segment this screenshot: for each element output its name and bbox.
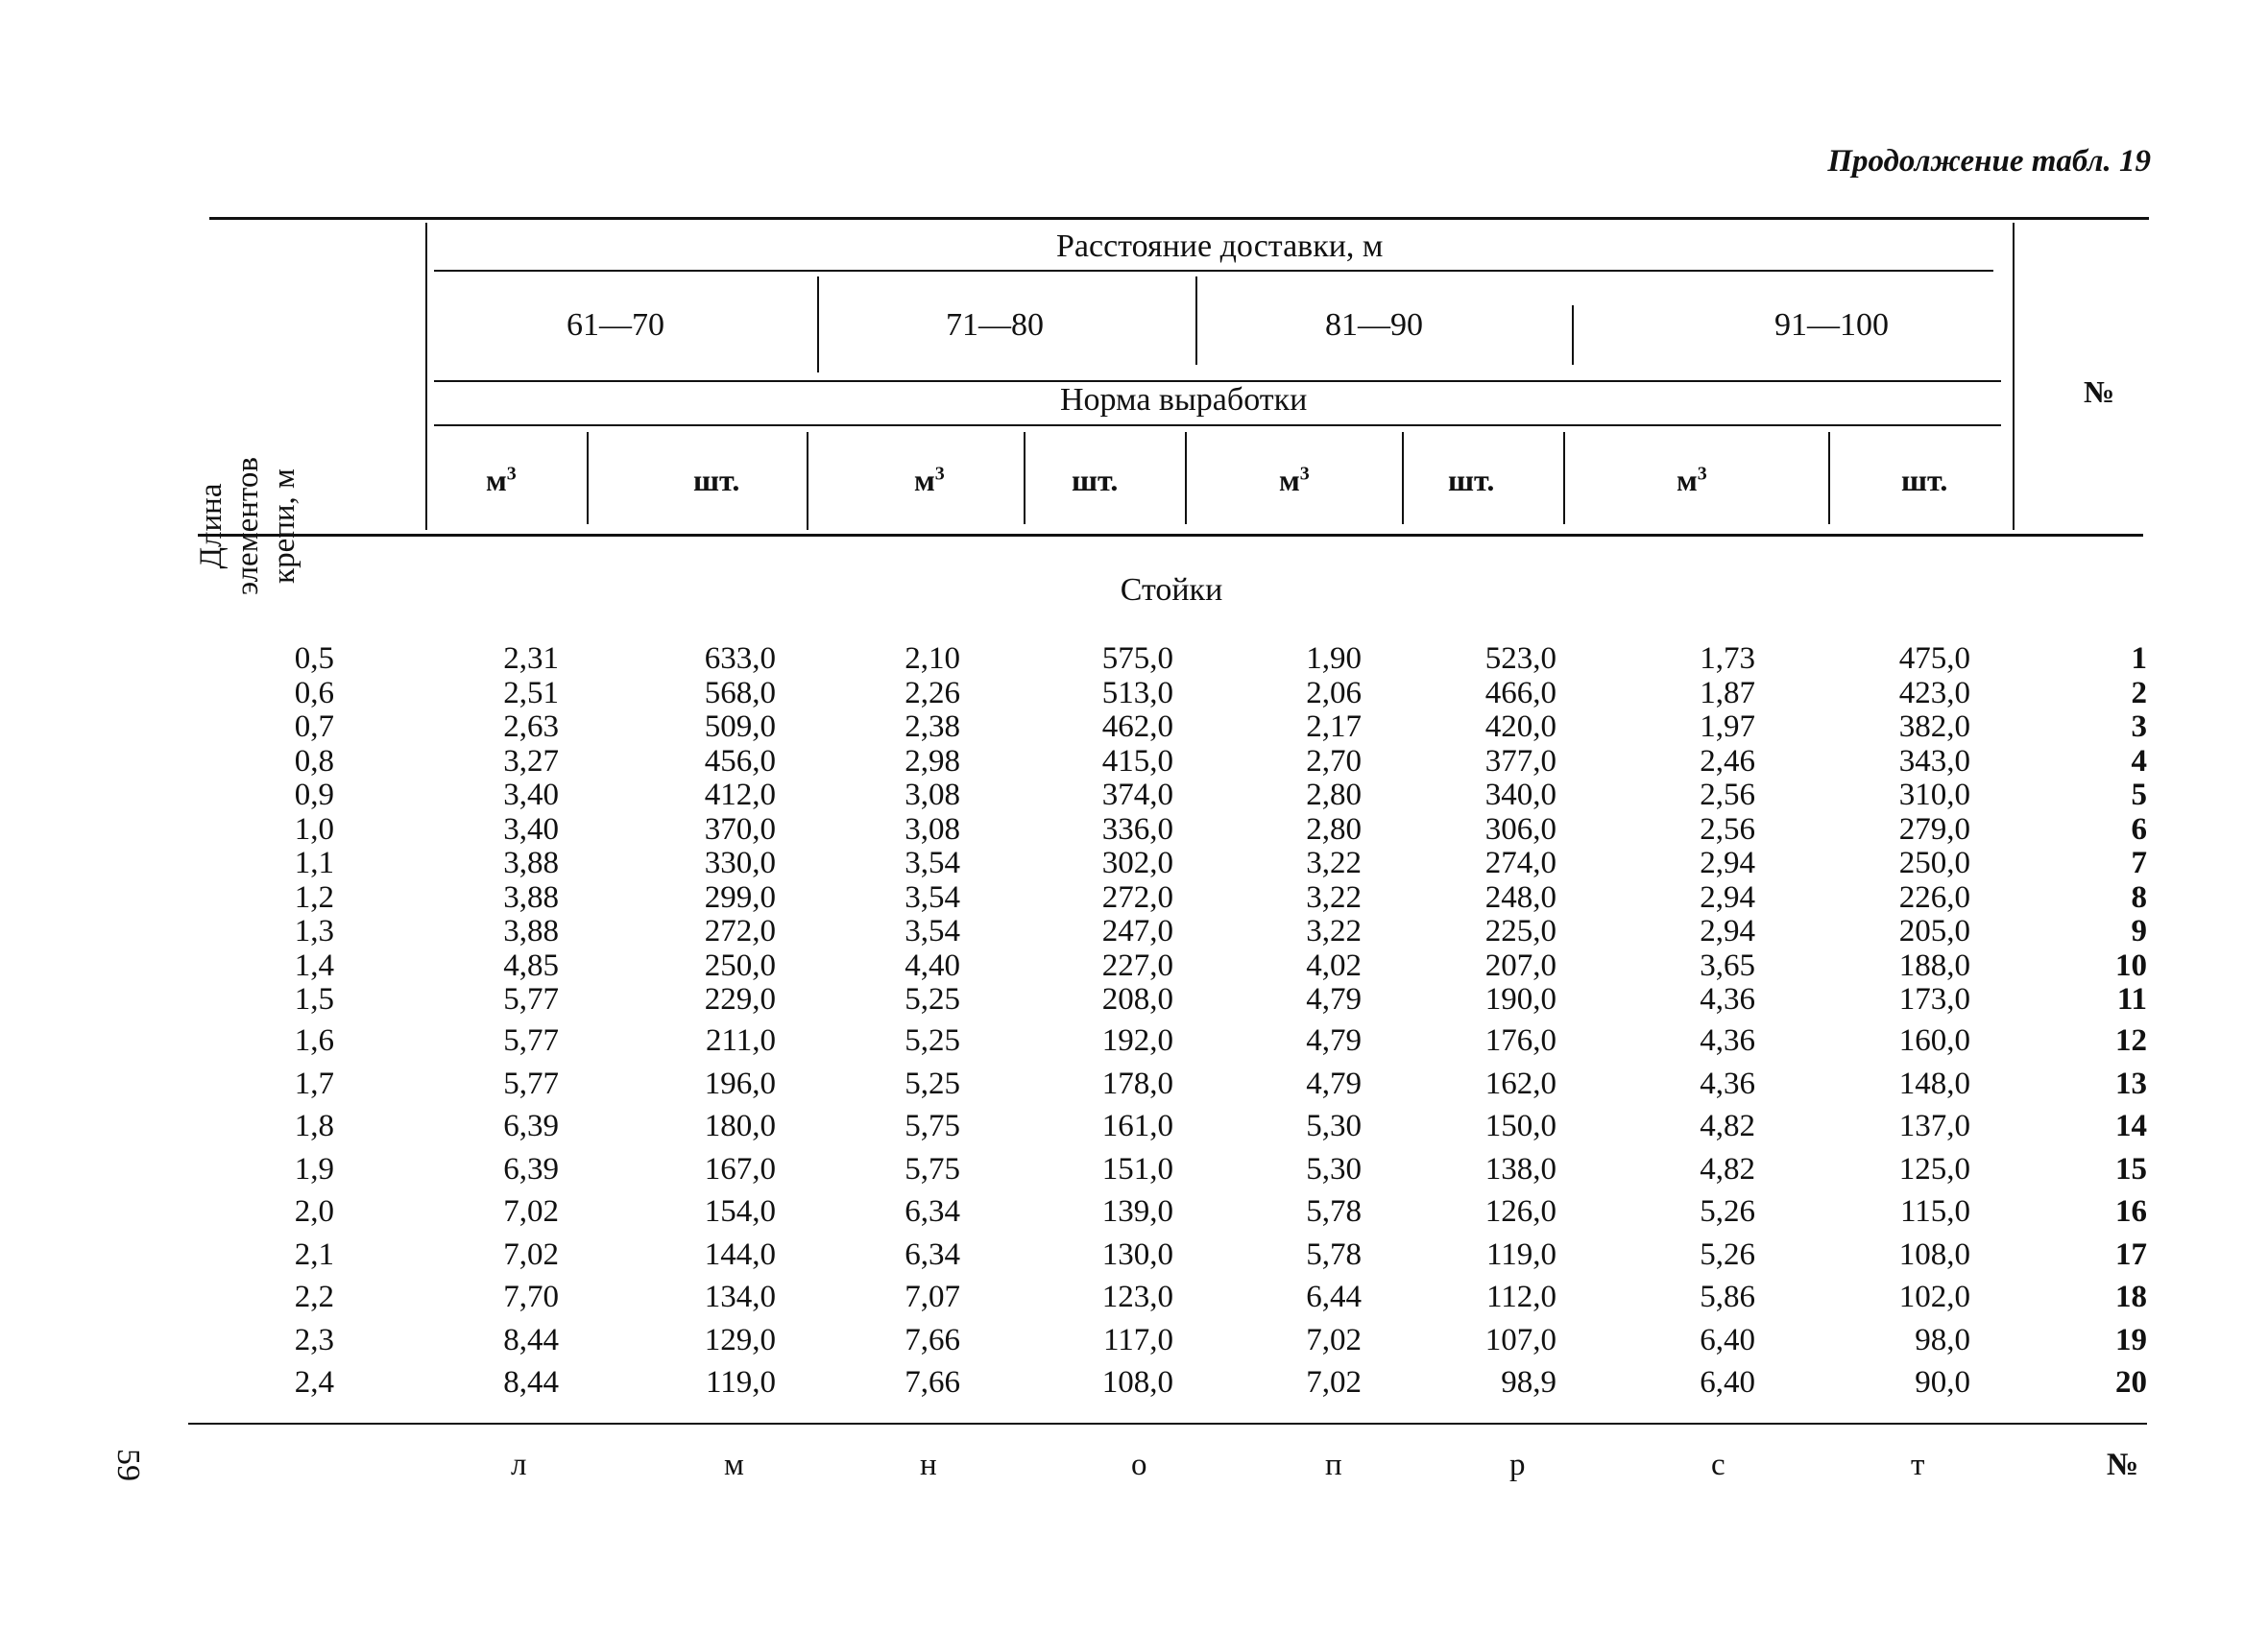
column-letter: л — [511, 1448, 527, 1482]
length-cell: 1,2 — [294, 880, 334, 915]
pcs-cell: 247,0 — [1101, 914, 1173, 948]
pcs-cell: 523,0 — [1484, 641, 1556, 676]
length-cell: 1,1 — [294, 846, 334, 880]
number-cell: 15 — [2115, 1151, 2147, 1187]
unit-m3 — [486, 463, 517, 498]
pcs-cell: 415,0 — [1101, 744, 1173, 779]
unit-m3-exp: 3 — [506, 463, 517, 485]
pcs-cell: 208,0 — [1101, 982, 1173, 1017]
stub-divider — [425, 223, 427, 530]
m3-cell: 6,34 — [905, 1194, 960, 1229]
unit-divider — [1828, 432, 1830, 524]
m3-cell: 1,90 — [1306, 641, 1362, 676]
m3-cell: 7,02 — [503, 1194, 559, 1229]
pcs-cell: 274,0 — [1484, 846, 1556, 880]
pcs-cell: 125,0 — [1898, 1151, 1970, 1187]
distance-title: Расстояние доставки, м — [1056, 228, 1384, 264]
unit-m3-base: м — [914, 463, 935, 497]
unit-m3-base: м — [1279, 463, 1300, 497]
pcs-cell: 412,0 — [704, 778, 776, 812]
m3-cell: 1,87 — [1700, 676, 1755, 710]
pcs-cell: 227,0 — [1101, 948, 1173, 983]
column-letter: с — [1711, 1448, 1725, 1482]
pcs-cell: 248,0 — [1484, 880, 1556, 915]
m3-cell: 7,02 — [1306, 1322, 1362, 1357]
m3-cell: 2,56 — [1700, 778, 1755, 812]
pcs-cell: 151,0 — [1101, 1151, 1173, 1187]
pcs-cell: 377,0 — [1484, 744, 1556, 779]
pcs-cell: 513,0 — [1101, 676, 1173, 710]
table-row — [0, 1280, 2268, 1314]
m3-cell: 6,34 — [905, 1236, 960, 1272]
number-cell: 16 — [2115, 1194, 2147, 1229]
length-cell: 1,7 — [294, 1066, 334, 1101]
pcs-cell: 162,0 — [1484, 1066, 1556, 1101]
pcs-cell: 190,0 — [1484, 982, 1556, 1017]
length-column-header — [193, 457, 302, 595]
pcs-cell: 112,0 — [1485, 1280, 1556, 1314]
m3-cell: 4,79 — [1306, 982, 1362, 1017]
table-bottom-rule — [188, 1423, 2147, 1425]
number-cell: 1 — [2131, 641, 2147, 676]
pcs-cell: 229,0 — [704, 982, 776, 1017]
m3-cell: 4,40 — [905, 948, 960, 983]
pcs-cell: 178,0 — [1101, 1066, 1173, 1101]
m3-cell: 3,65 — [1700, 948, 1755, 983]
number-cell: 11 — [2116, 982, 2147, 1017]
m3-cell: 2,94 — [1700, 846, 1755, 880]
m3-cell: 5,77 — [503, 1066, 559, 1101]
table-row — [0, 709, 2268, 744]
number-cell: 9 — [2131, 914, 2147, 948]
table-row — [0, 1023, 2268, 1058]
pcs-cell: 330,0 — [704, 846, 776, 880]
m3-cell: 3,54 — [905, 880, 960, 915]
m3-cell: 6,39 — [503, 1151, 559, 1187]
pcs-cell: 211,0 — [705, 1023, 776, 1058]
m3-cell: 7,66 — [905, 1365, 960, 1400]
number-cell: 17 — [2115, 1236, 2147, 1272]
m3-cell: 7,66 — [905, 1322, 960, 1357]
table-row — [0, 744, 2268, 779]
m3-cell: 3,08 — [905, 778, 960, 812]
m3-cell: 2,38 — [905, 709, 960, 744]
pcs-cell: 161,0 — [1101, 1109, 1173, 1143]
m3-cell: 3,88 — [503, 914, 559, 948]
number-cell: 18 — [2115, 1280, 2147, 1314]
m3-cell: 3,08 — [905, 812, 960, 847]
m3-cell: 1,73 — [1700, 641, 1755, 676]
pcs-cell: 144,0 — [704, 1236, 776, 1272]
pcs-cell: 148,0 — [1898, 1066, 1970, 1101]
m3-cell: 4,85 — [503, 948, 559, 983]
range-label: 61—70 — [567, 307, 664, 343]
column-letter: м — [724, 1448, 744, 1482]
pcs-cell: 102,0 — [1898, 1280, 1970, 1314]
number-cell: 3 — [2131, 709, 2147, 744]
pcs-cell: 98,9 — [1501, 1365, 1556, 1400]
pcs-cell: 336,0 — [1101, 812, 1173, 847]
pcs-cell: 475,0 — [1898, 641, 1970, 676]
m3-cell: 2,46 — [1700, 744, 1755, 779]
pcs-cell: 568,0 — [704, 676, 776, 710]
table-row — [0, 948, 2268, 983]
pcs-cell: 633,0 — [704, 641, 776, 676]
distance-rule — [434, 270, 1993, 272]
pcs-cell: 226,0 — [1898, 880, 1970, 915]
table-row — [0, 778, 2268, 812]
pcs-cell: 196,0 — [704, 1066, 776, 1101]
pcs-cell: 207,0 — [1484, 948, 1556, 983]
range-divider — [817, 276, 819, 372]
table-caption: Продолжение табл. 19 — [1827, 144, 2151, 179]
pcs-cell: 509,0 — [704, 709, 776, 744]
pcs-cell: 176,0 — [1484, 1023, 1556, 1058]
table-row — [0, 846, 2268, 880]
length-cell: 2,2 — [294, 1280, 334, 1314]
norm-title: Норма выработки — [1060, 382, 1308, 418]
m3-cell: 3,88 — [503, 846, 559, 880]
unit-m3 — [914, 463, 945, 498]
m3-cell: 5,25 — [905, 1023, 960, 1058]
length-cell: 1,3 — [294, 914, 334, 948]
m3-cell: 6,44 — [1306, 1280, 1362, 1314]
pcs-cell: 129,0 — [704, 1322, 776, 1357]
length-cell: 2,3 — [294, 1322, 334, 1357]
top-rule — [209, 217, 2149, 220]
m3-cell: 2,31 — [503, 641, 559, 676]
m3-cell: 2,26 — [905, 676, 960, 710]
pcs-cell: 310,0 — [1898, 778, 1970, 812]
length-cell: 0,5 — [294, 641, 334, 676]
pcs-cell: 107,0 — [1484, 1322, 1556, 1357]
range-divider — [1195, 276, 1197, 365]
number-cell: 14 — [2115, 1109, 2147, 1143]
length-cell: 2,0 — [294, 1194, 334, 1229]
table-row — [0, 812, 2268, 847]
unit-m3-exp: 3 — [934, 463, 945, 485]
pcs-cell: 126,0 — [1484, 1194, 1556, 1229]
number-column-divider — [2013, 223, 2015, 530]
number-cell: 8 — [2131, 880, 2147, 915]
m3-cell: 6,40 — [1700, 1365, 1755, 1400]
number-cell: 10 — [2115, 948, 2147, 983]
m3-cell: 8,44 — [503, 1322, 559, 1357]
number-cell: 7 — [2131, 846, 2147, 880]
pcs-cell: 139,0 — [1101, 1194, 1173, 1229]
unit-divider — [1024, 432, 1025, 524]
m3-cell: 3,22 — [1306, 880, 1362, 915]
pcs-cell: 370,0 — [704, 812, 776, 847]
m3-cell: 4,82 — [1700, 1109, 1755, 1143]
length-label-line: Длина — [194, 483, 229, 569]
m3-cell: 7,70 — [503, 1280, 559, 1314]
number-cell: 2 — [2131, 676, 2147, 710]
pcs-cell: 123,0 — [1101, 1280, 1173, 1314]
pcs-cell: 250,0 — [704, 948, 776, 983]
pcs-cell: 119,0 — [705, 1365, 776, 1400]
table-row — [0, 641, 2268, 676]
m3-cell: 5,75 — [905, 1109, 960, 1143]
table-row — [0, 676, 2268, 710]
unit-m3-exp: 3 — [1299, 463, 1310, 485]
m3-cell: 2,63 — [503, 709, 559, 744]
m3-cell: 3,22 — [1306, 846, 1362, 880]
m3-cell: 7,07 — [905, 1280, 960, 1314]
number-cell: 12 — [2115, 1023, 2147, 1058]
length-cell: 1,5 — [294, 982, 334, 1017]
length-cell: 1,4 — [294, 948, 334, 983]
m3-cell: 2,94 — [1700, 880, 1755, 915]
pcs-cell: 117,0 — [1102, 1322, 1173, 1357]
table-row — [0, 1237, 2268, 1272]
unit-divider — [807, 432, 808, 530]
unit-divider — [587, 432, 589, 524]
number-column-header: № — [2084, 374, 2115, 409]
range-divider — [1572, 305, 1574, 365]
length-cell: 1,6 — [294, 1023, 334, 1058]
pcs-cell: 137,0 — [1898, 1109, 1970, 1143]
m3-cell: 4,82 — [1700, 1151, 1755, 1187]
norm-bottom-rule — [434, 424, 2001, 426]
pcs-cell: 279,0 — [1898, 812, 1970, 847]
pcs-cell: 302,0 — [1101, 846, 1173, 880]
m3-cell: 5,78 — [1306, 1236, 1362, 1272]
pcs-cell: 420,0 — [1484, 709, 1556, 744]
table-row — [0, 982, 2268, 1017]
pcs-cell: 374,0 — [1101, 778, 1173, 812]
m3-cell: 2,70 — [1306, 744, 1362, 779]
length-cell: 1,0 — [294, 812, 334, 847]
unit-m3 — [1677, 463, 1707, 498]
m3-cell: 5,77 — [503, 1023, 559, 1058]
m3-cell: 2,56 — [1700, 812, 1755, 847]
header-bottom-rule — [198, 534, 2143, 537]
pcs-cell: 138,0 — [1484, 1151, 1556, 1187]
m3-cell: 3,54 — [905, 846, 960, 880]
pcs-cell: 150,0 — [1484, 1109, 1556, 1143]
number-cell: 13 — [2115, 1066, 2147, 1101]
m3-cell: 4,02 — [1306, 948, 1362, 983]
range-label: 81—90 — [1325, 307, 1423, 343]
m3-cell: 5,77 — [503, 982, 559, 1017]
unit-pcs: шт. — [1448, 463, 1495, 497]
unit-m3-exp: 3 — [1697, 463, 1707, 485]
length-cell: 0,6 — [294, 676, 334, 710]
m3-cell: 3,54 — [905, 914, 960, 948]
pcs-cell: 423,0 — [1898, 676, 1970, 710]
pcs-cell: 299,0 — [704, 880, 776, 915]
m3-cell: 3,27 — [503, 744, 559, 779]
number-cell: 4 — [2131, 744, 2147, 779]
table-row — [0, 1152, 2268, 1187]
unit-divider — [1185, 432, 1187, 524]
pcs-cell: 306,0 — [1484, 812, 1556, 847]
m3-cell: 4,36 — [1700, 982, 1755, 1017]
pcs-cell: 154,0 — [704, 1194, 776, 1229]
pcs-cell: 98,0 — [1915, 1322, 1970, 1357]
m3-cell: 7,02 — [503, 1236, 559, 1272]
m3-cell: 5,30 — [1306, 1109, 1362, 1143]
range-label: 91—100 — [1774, 307, 1889, 343]
table-row — [0, 1323, 2268, 1357]
m3-cell: 2,51 — [503, 676, 559, 710]
m3-cell: 6,40 — [1700, 1322, 1755, 1357]
pcs-cell: 272,0 — [1101, 880, 1173, 915]
column-letter: п — [1325, 1448, 1342, 1482]
m3-cell: 3,88 — [503, 880, 559, 915]
unit-pcs: шт. — [693, 463, 740, 497]
length-cell: 2,4 — [294, 1365, 334, 1400]
number-cell: 5 — [2131, 778, 2147, 812]
pcs-cell: 90,0 — [1915, 1365, 1970, 1400]
length-cell: 1,8 — [294, 1109, 334, 1143]
column-letter: о — [1131, 1448, 1147, 1482]
m3-cell: 2,80 — [1306, 778, 1362, 812]
m3-cell: 5,26 — [1700, 1194, 1755, 1229]
unit-divider — [1563, 432, 1565, 524]
table-row — [0, 1109, 2268, 1143]
m3-cell: 5,26 — [1700, 1236, 1755, 1272]
pcs-cell: 382,0 — [1898, 709, 1970, 744]
pcs-cell: 108,0 — [1101, 1365, 1173, 1400]
column-letter: н — [920, 1448, 937, 1482]
m3-cell: 2,94 — [1700, 914, 1755, 948]
m3-cell: 5,86 — [1700, 1280, 1755, 1314]
unit-pcs: шт. — [1072, 463, 1119, 497]
length-label-line: элементов — [230, 457, 265, 595]
pcs-cell: 272,0 — [704, 914, 776, 948]
length-cell: 0,9 — [294, 778, 334, 812]
pcs-cell: 160,0 — [1898, 1023, 1970, 1058]
column-letter: р — [1509, 1448, 1526, 1482]
pcs-cell: 167,0 — [704, 1151, 776, 1187]
pcs-cell: 466,0 — [1484, 676, 1556, 710]
m3-cell: 4,36 — [1700, 1023, 1755, 1058]
unit-pcs: шт. — [1901, 463, 1948, 497]
page-number: 59 — [110, 1449, 146, 1481]
pcs-cell: 192,0 — [1101, 1023, 1173, 1058]
m3-cell: 8,44 — [503, 1365, 559, 1400]
table-row — [0, 880, 2268, 915]
m3-cell: 5,25 — [905, 982, 960, 1017]
m3-cell: 5,75 — [905, 1151, 960, 1187]
m3-cell: 3,40 — [503, 778, 559, 812]
m3-cell: 4,36 — [1700, 1066, 1755, 1101]
m3-cell: 3,40 — [503, 812, 559, 847]
range-label: 71—80 — [946, 307, 1044, 343]
m3-cell: 6,39 — [503, 1109, 559, 1143]
m3-cell: 4,79 — [1306, 1066, 1362, 1101]
unit-divider — [1402, 432, 1404, 524]
pcs-cell: 180,0 — [704, 1109, 776, 1143]
unit-m3 — [1279, 463, 1310, 498]
m3-cell: 5,25 — [905, 1066, 960, 1101]
number-cell: 19 — [2115, 1322, 2147, 1357]
table-row — [0, 914, 2268, 948]
column-letter: т — [1911, 1448, 1925, 1482]
table-row — [0, 1067, 2268, 1101]
pcs-cell: 130,0 — [1101, 1236, 1173, 1272]
pcs-cell: 134,0 — [704, 1280, 776, 1314]
pcs-cell: 173,0 — [1898, 982, 1970, 1017]
length-label-line: крепи, м — [267, 468, 302, 584]
m3-cell: 1,97 — [1700, 709, 1755, 744]
unit-m3-base: м — [486, 463, 507, 497]
pcs-cell: 119,0 — [1485, 1236, 1556, 1272]
pcs-cell: 205,0 — [1898, 914, 1970, 948]
m3-cell: 5,78 — [1306, 1194, 1362, 1229]
pcs-cell: 188,0 — [1898, 948, 1970, 983]
m3-cell: 2,06 — [1306, 676, 1362, 710]
m3-cell: 7,02 — [1306, 1365, 1362, 1400]
table-row — [0, 1365, 2268, 1400]
m3-cell: 2,10 — [905, 641, 960, 676]
length-cell: 1,9 — [294, 1151, 334, 1187]
section-title: Стойки — [1120, 572, 1223, 608]
m3-cell: 2,98 — [905, 744, 960, 779]
length-cell: 0,8 — [294, 744, 334, 779]
m3-cell: 2,17 — [1306, 709, 1362, 744]
pcs-cell: 575,0 — [1101, 641, 1173, 676]
table-row — [0, 1194, 2268, 1229]
pcs-cell: 108,0 — [1898, 1236, 1970, 1272]
length-cell: 2,1 — [294, 1236, 334, 1272]
number-cell: 6 — [2131, 812, 2147, 847]
pcs-cell: 340,0 — [1484, 778, 1556, 812]
m3-cell: 3,22 — [1306, 914, 1362, 948]
pcs-cell: 250,0 — [1898, 846, 1970, 880]
m3-cell: 5,30 — [1306, 1151, 1362, 1187]
column-letter: № — [2107, 1448, 2139, 1482]
number-cell: 20 — [2115, 1365, 2147, 1400]
pcs-cell: 115,0 — [1899, 1194, 1970, 1229]
pcs-cell: 456,0 — [704, 744, 776, 779]
m3-cell: 4,79 — [1306, 1023, 1362, 1058]
length-cell: 0,7 — [294, 709, 334, 744]
pcs-cell: 343,0 — [1898, 744, 1970, 779]
pcs-cell: 225,0 — [1484, 914, 1556, 948]
unit-m3-base: м — [1677, 463, 1698, 497]
pcs-cell: 462,0 — [1101, 709, 1173, 744]
m3-cell: 2,80 — [1306, 812, 1362, 847]
